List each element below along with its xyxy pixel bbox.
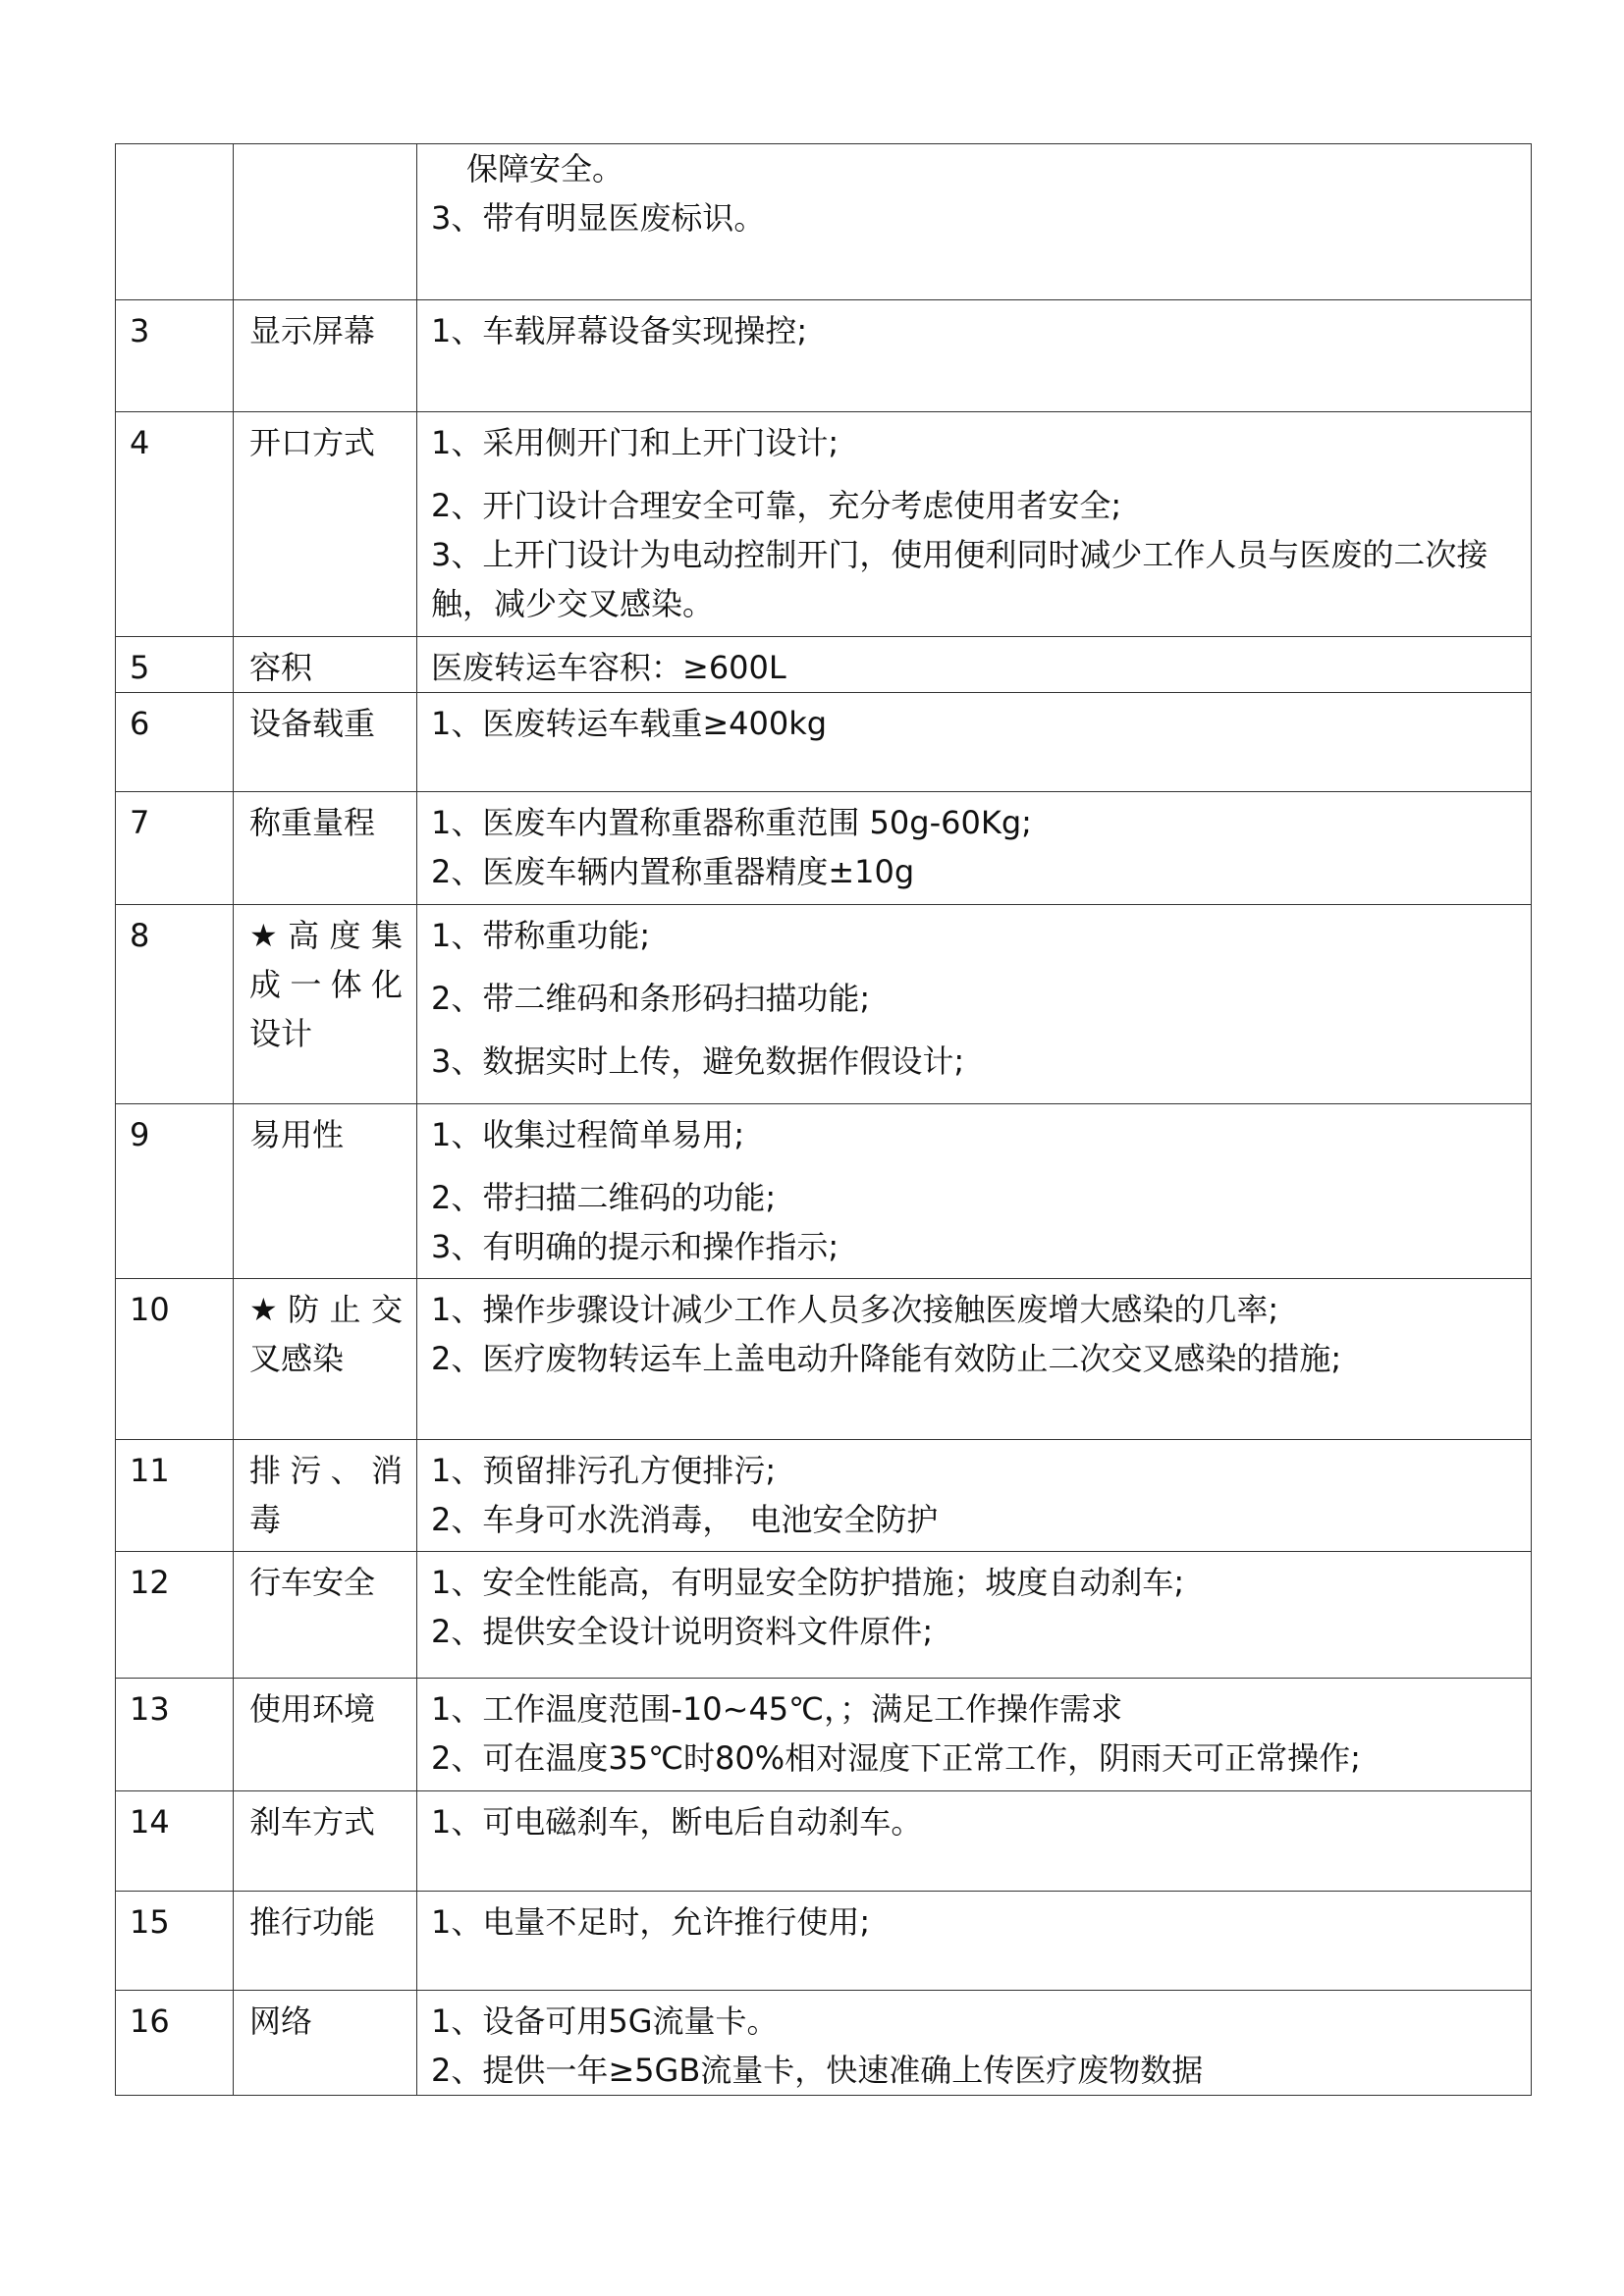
item-name: 使用环境 bbox=[234, 1679, 417, 1791]
item-requirements bbox=[417, 693, 1532, 792]
table-row bbox=[116, 144, 1532, 300]
requirement-line: 1、设备可用5G流量卡。 bbox=[431, 2002, 779, 2040]
requirement-line: 1、车载屏幕设备实现操控; bbox=[431, 312, 808, 349]
requirement-line: 2、提供安全设计说明资料文件原件; bbox=[431, 1613, 934, 1650]
table-row bbox=[116, 1279, 1532, 1440]
row-number: 12 bbox=[116, 1552, 234, 1679]
table-row bbox=[116, 412, 1532, 637]
row-number: 15 bbox=[116, 1892, 234, 1991]
requirement-line: 2、可在温度35℃时80%相对湿度下正常工作，阴雨天可正常操作; bbox=[431, 1739, 1361, 1777]
requirement-line: 2、提供一年≥5GB流量卡，快速准确上传医疗废物数据 bbox=[431, 2052, 1204, 2089]
item-requirements bbox=[417, 1791, 1532, 1892]
row-number: 9 bbox=[116, 1104, 234, 1279]
table-row bbox=[116, 300, 1532, 412]
item-name: 称重量程 bbox=[234, 792, 417, 905]
requirement-line: 2、医废车辆内置称重器精度±10g bbox=[431, 853, 915, 890]
item-name: ★高度集成一体化设计 bbox=[234, 905, 417, 1104]
item-name: 刹车方式 bbox=[234, 1791, 417, 1892]
item-name: ★防止交叉感染 bbox=[234, 1279, 417, 1440]
item-requirements bbox=[417, 1104, 1532, 1279]
item-requirements bbox=[417, 1552, 1532, 1679]
requirement-line: 3、数据实时上传，避免数据作假设计; bbox=[431, 1042, 965, 1080]
row-number: 5 bbox=[116, 637, 234, 693]
requirement-line: 1、收集过程简单易用; bbox=[431, 1116, 745, 1153]
item-requirements bbox=[417, 1440, 1532, 1552]
table-row bbox=[116, 1679, 1532, 1791]
item-name: 开口方式 bbox=[234, 412, 417, 637]
row-number: 14 bbox=[116, 1791, 234, 1892]
item-name: 排污、消毒 bbox=[234, 1440, 417, 1552]
table-row bbox=[116, 1104, 1532, 1279]
row-number: 3 bbox=[116, 300, 234, 412]
row-number: 6 bbox=[116, 693, 234, 792]
item-requirements bbox=[417, 1991, 1532, 2096]
requirement-line: 1、安全性能高，有明显安全防护措施；坡度自动刹车; bbox=[431, 1564, 1185, 1601]
item-name: 显示屏幕 bbox=[234, 300, 417, 412]
row-number: 10 bbox=[116, 1279, 234, 1440]
item-requirements bbox=[417, 1279, 1532, 1440]
table-row bbox=[116, 1791, 1532, 1892]
requirement-line: 3、上开门设计为电动控制开门，使用便利同时减少工作人员与医废的二次接触，减少交叉感染。 bbox=[431, 536, 1489, 622]
row-number: 4 bbox=[116, 412, 234, 637]
requirement-line: 1、预留排污孔方便排污; bbox=[431, 1452, 777, 1489]
table-row bbox=[116, 693, 1532, 792]
item-name: 易用性 bbox=[234, 1104, 417, 1279]
item-name: 行车安全 bbox=[234, 1552, 417, 1679]
row-number bbox=[116, 144, 234, 300]
item-name: 网络 bbox=[234, 1991, 417, 2096]
item-name: 推行功能 bbox=[234, 1892, 417, 1991]
item-name: 容积 bbox=[234, 637, 417, 693]
requirement-line: 2、带扫描二维码的功能; bbox=[431, 1179, 777, 1216]
table-row bbox=[116, 637, 1532, 693]
requirement-line: 1、医废车内置称重器称重范围 50g-60Kg; bbox=[431, 804, 1032, 841]
requirement-line: 3、有明确的提示和操作指示; bbox=[431, 1228, 839, 1265]
row-number: 16 bbox=[116, 1991, 234, 2096]
table-row bbox=[116, 1440, 1532, 1552]
requirement-line: 2、车身可水洗消毒， 电池安全防护 bbox=[431, 1501, 939, 1538]
requirement-line: 1、可电磁刹车，断电后自动刹车。 bbox=[431, 1803, 923, 1841]
spec-table bbox=[115, 143, 1532, 2096]
table-row bbox=[116, 792, 1532, 905]
table-row bbox=[116, 1892, 1532, 1991]
item-requirements bbox=[417, 144, 1532, 300]
item-requirements bbox=[417, 905, 1532, 1104]
row-number: 8 bbox=[116, 905, 234, 1104]
requirement-line: 1、采用侧开门和上开门设计; bbox=[431, 424, 839, 461]
requirement-line: 1、操作步骤设计减少工作人员多次接触医废增大感染的几率; bbox=[431, 1291, 1279, 1328]
item-requirements bbox=[417, 1892, 1532, 1991]
requirement-line: 1、带称重功能; bbox=[431, 917, 651, 954]
row-number: 13 bbox=[116, 1679, 234, 1791]
table-row bbox=[116, 1991, 1532, 2096]
item-requirements bbox=[417, 300, 1532, 412]
requirement-line: 3、带有明显医废标识。 bbox=[431, 199, 766, 237]
item-requirements bbox=[417, 637, 1532, 693]
item-name bbox=[234, 144, 417, 300]
requirement-line: 医废转运车容积：≥600L bbox=[431, 649, 786, 686]
table-row bbox=[116, 1552, 1532, 1679]
requirement-line: 1、电量不足时，允许推行使用; bbox=[431, 1903, 871, 1941]
requirement-line: 1、医废转运车载重≥400kg bbox=[431, 705, 828, 742]
table-row bbox=[116, 905, 1532, 1104]
requirement-line: 保障安全。 bbox=[466, 150, 624, 187]
row-number: 11 bbox=[116, 1440, 234, 1552]
requirement-line: 2、医疗废物转运车上盖电动升降能有效防止二次交叉感染的措施; bbox=[431, 1340, 1342, 1377]
requirement-line: 2、带二维码和条形码扫描功能; bbox=[431, 980, 871, 1017]
requirement-line: 2、开门设计合理安全可靠，充分考虑使用者安全; bbox=[431, 487, 1122, 524]
row-number: 7 bbox=[116, 792, 234, 905]
item-requirements bbox=[417, 792, 1532, 905]
item-name: 设备载重 bbox=[234, 693, 417, 792]
item-requirements bbox=[417, 1679, 1532, 1791]
item-requirements bbox=[417, 412, 1532, 637]
requirement-line: 1、工作温度范围-10~45℃，；满足工作操作需求 bbox=[431, 1690, 1123, 1728]
